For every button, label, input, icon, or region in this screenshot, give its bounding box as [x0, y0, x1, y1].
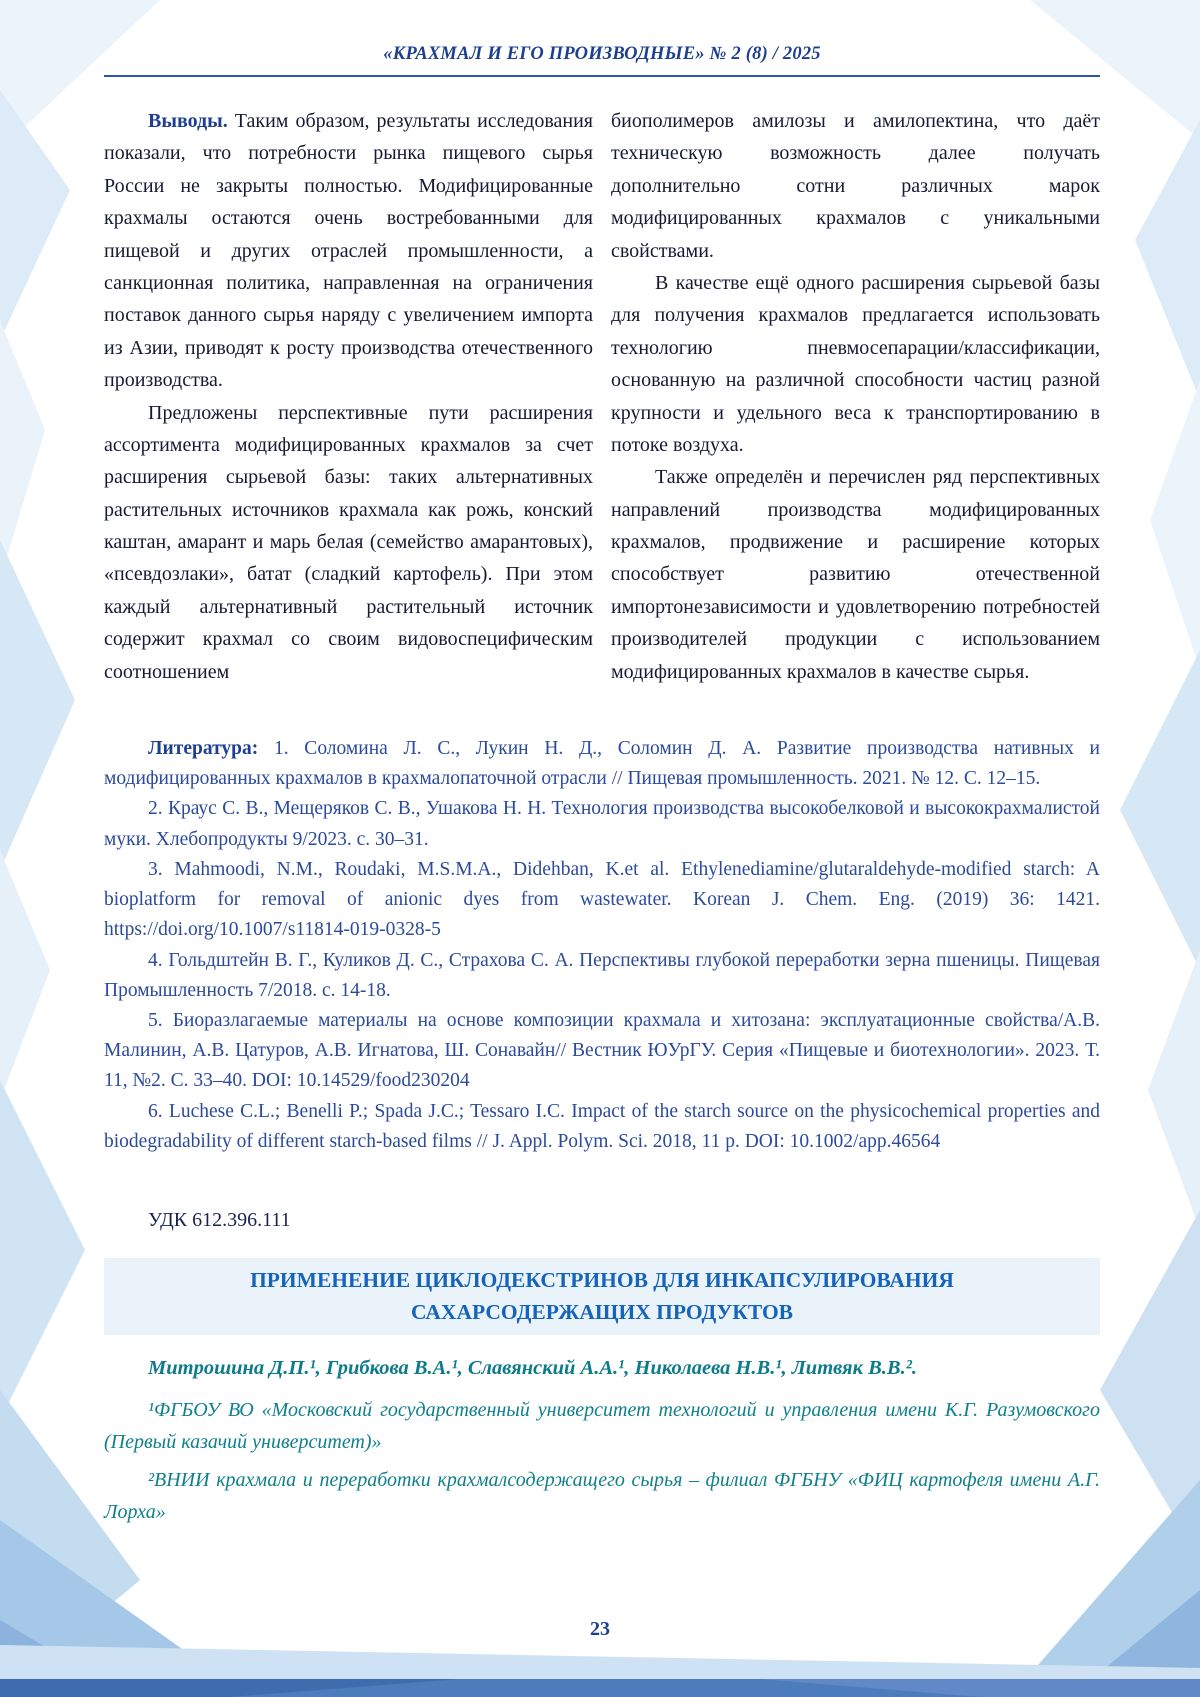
article-authors: Митрошина Д.П.¹, Грибкова В.А.¹, Славянский А.А.¹, Николаева Н.В.¹, Литвяк В.В.².	[148, 1356, 917, 1379]
affiliation-2: ²ВНИИ крахмала и переработки крахмалсодержащего сырья – филиал ФГБНУ «ФИЦ картофеля имени А.Г. Лорха»	[104, 1468, 1100, 1523]
literature-item: 3. Mahmoodi, N.M., Roudaki, M.S.M.A., Didehban, K.et al. Ethylenediamine/glutaraldehyde-modified starch: A bioplatform for removal of anionic dyes from wastewater. Korean J. Chem. Eng. (2019) 36: 1421. https://doi.org/10.1007/s11814-019-0328-5	[104, 858, 1100, 941]
literature-item	[104, 734, 1100, 794]
literature-item-1-text: 1. Соломина Л. С., Лукин Н. Д., Соломин Д. А. Развитие производства нативных и модифицированных крахмалов в крахмалопаточной отрасли // Пищевая промышленность. 2021. № 12. С. 12–15.	[104, 738, 1100, 790]
literature-section	[104, 734, 1100, 1157]
article-title: ПРИМЕНЕНИЕ ЦИКЛОДЕКСТРИНОВ ДЛЯ ИНКАПСУЛИРОВАНИЯ САХАРСОДЕРЖАЩИХ ПРОДУКТОВ	[104, 1258, 1100, 1335]
text-column-right	[611, 105, 1100, 688]
conclusions-paragraph-2: Предложены перспективные пути расширения ассортимента модифицированных крахмалов за счет расширения сырьевой базы: таких альтернативных растительных источников крахмала как рожь, конский каштан, амарант и марь белая (семейство амарантовых), «псевдозлаки», батат (сладкий картофель). При этом каждый альтернативный растительный источник содержит крахмал со своим видовоспецифическим соотношением	[104, 401, 593, 683]
conclusions-paragraph-4: В качестве ещё одного расширения сырьевой базы для получения крахмалов предлагается использовать технологию пневмосепарации/классификации, основанную на различной способности частиц разной крупности и удельного веса к транспортированию в потоке воздуха.	[611, 271, 1100, 456]
literature-item: 5. Биоразлагаемые материалы на основе композиции крахмала и хитозана: эксплуатационные свойства/А.В. Малинин, А.В. Цатуров, А.В. Игнатова, Ш. Сонавайн// Вестник ЮУрГУ. Серия «Пищевые и биотехнологии». 2023. Т. 11, №2. С. 33–40. DOI: 10.14529/food230204	[104, 1010, 1100, 1092]
conclusions-paragraph-1-text: Таким образом, результаты исследования показали, что потребности рынка пищевого сырья России не закрыты полностью. Модифицированные крахмалы остаются очень востребованными для пищевой и других отраслей промышленности, а санкционная политика, направленная на ограничения поставок данного сырья наряду с увеличением импорта из Азии, приводят к росту производства отечественного производства.	[104, 110, 594, 392]
udk-number: УДК 612.396.111	[148, 1209, 291, 1232]
literature-label: Литература:	[148, 738, 259, 760]
conclusions-paragraph-3: биополимеров амилозы и амилопектина, что даёт техническую возможность далее получать дополнительно сотни различных марок модифицированных крахмалов с уникальными свойствами.	[611, 110, 1100, 262]
page-number: 23	[590, 1618, 610, 1640]
affiliation-1: ¹ФГБОУ ВО «Московский государственный университет технологий и управления имени К.Г. Разумовского (Первый казачий университет)»	[104, 1398, 1100, 1453]
conclusions-paragraph-5: Также определён и перечислен ряд перспективных направлений производства модифицированных крахмалов, продвижение и расширение которых способствует развитию отечественной импортонезависимости и удовлетворению потребностей производителей продукции с использованием модифицированных крахмалов в качестве сырья.	[611, 466, 1100, 683]
text-column-left	[104, 105, 593, 688]
conclusions-lead-label: Выводы.	[148, 110, 228, 132]
literature-item: 4. Гольдштейн В. Г., Куликов Д. С., Страхова С. А. Перспективы глубокой переработки зерна пшеницы. Пищевая Промышленность 7/2018. с. 14-18.	[104, 949, 1100, 1001]
literature-item: 2. Краус С. В., Мещеряков С. В., Ушакова Н. Н. Технология производства высокобелковой и высококрахмалистой муки. Хлебопродукты 9/2023. с. 30–31.	[104, 798, 1100, 850]
article-body	[104, 105, 1100, 688]
journal-header-title: «КРАХМАЛ И ЕГО ПРОИЗВОДНЫЕ» № 2 (8) / 2025	[104, 44, 1100, 77]
conclusions-paragraph-1	[104, 105, 593, 397]
literature-item: 6. Luchese C.L.; Benelli P.; Spada J.C.; Tessaro I.C. Impact of the starch source on the physicochemical properties and biodegradability of different starch-based films // J. Appl. Polym. Sci. 2018, 11 p. DOI: 10.1002/app.46564	[104, 1100, 1100, 1152]
